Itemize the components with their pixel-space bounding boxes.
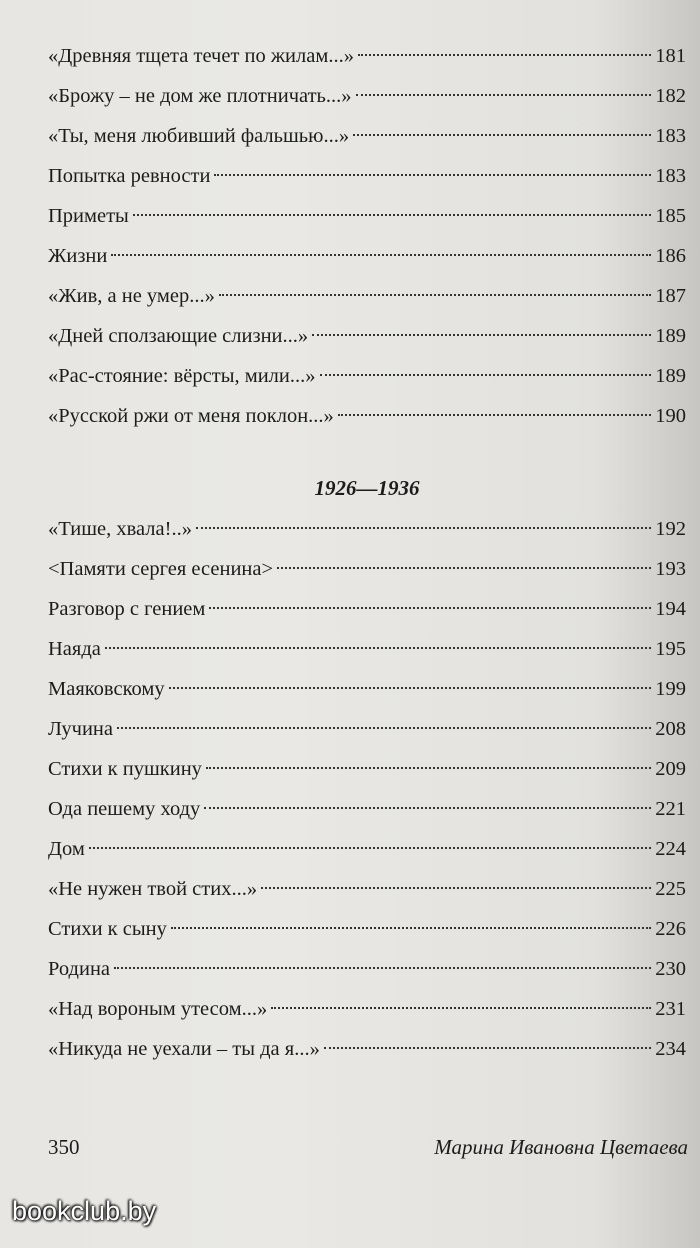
toc-entry: [48, 589, 686, 629]
toc-entry-page: 190: [655, 405, 686, 427]
toc-entry-title: «Жив, а не умер...»: [48, 285, 215, 307]
toc-entry: [48, 316, 686, 356]
toc-entry-page: 183: [655, 125, 686, 147]
toc-entry: [48, 909, 686, 949]
toc-entry: [48, 829, 686, 869]
dot-leader: [133, 214, 651, 216]
toc-entry-title: Дом: [48, 838, 85, 860]
toc-entry-title: «Брожу – не дом же плотничать...»: [48, 85, 352, 107]
toc-entry-page: 234: [655, 1038, 686, 1060]
toc-entry: [48, 116, 686, 156]
dot-leader: [209, 607, 651, 609]
toc-entry-title: Стихи к сыну: [48, 918, 167, 940]
dot-leader: [196, 527, 651, 529]
toc-entry-page: 187: [655, 285, 686, 307]
running-author: Марина Ивановна Цветаева: [434, 1135, 688, 1159]
toc-entry-title: Жизни: [48, 245, 108, 267]
toc-entry-title: «Никуда не уехали – ты да я...»: [48, 1038, 320, 1060]
toc-entry-page: 231: [655, 998, 686, 1020]
dot-leader: [111, 254, 651, 256]
table-of-contents: [48, 36, 686, 1069]
toc-entry: [48, 36, 686, 76]
dot-leader: [312, 334, 651, 336]
toc-entry-title: Наяда: [48, 638, 101, 660]
toc-entry-page: 208: [655, 718, 686, 740]
dot-leader: [353, 134, 651, 136]
toc-entry: [48, 396, 686, 436]
dot-leader: [277, 567, 651, 569]
toc-entry: [48, 709, 686, 749]
toc-entry: [48, 509, 686, 549]
watermark: bookclub.by: [12, 1196, 157, 1226]
toc-entry-page: 221: [655, 798, 686, 820]
toc-entry-page: 230: [655, 958, 686, 980]
toc-entry-title: Ода пешему ходу: [48, 798, 201, 820]
toc-entry: [48, 236, 686, 276]
toc-list-bottom: [48, 509, 686, 1069]
toc-entry: [48, 196, 686, 236]
toc-entry-title: «Дней сползающие слизни...»: [48, 325, 309, 347]
dot-leader: [171, 927, 651, 929]
dot-leader: [261, 887, 651, 889]
dot-leader: [338, 414, 651, 416]
toc-entry-page: 183: [655, 165, 686, 187]
toc-entry-title: «Древняя тщета течет по жилам...»: [48, 45, 354, 67]
toc-entry-page: 194: [655, 598, 686, 620]
toc-entry: [48, 549, 686, 589]
dot-leader: [114, 967, 651, 969]
toc-entry-title: Лучина: [48, 718, 113, 740]
dot-leader: [320, 374, 652, 376]
toc-entry-page: 199: [655, 678, 686, 700]
toc-entry-page: 181: [655, 45, 686, 67]
toc-list-top: [48, 36, 686, 436]
toc-entry-page: 225: [655, 878, 686, 900]
toc-entry-title: Стихи к пушкину: [48, 758, 202, 780]
dot-leader: [206, 767, 651, 769]
toc-entry: [48, 669, 686, 709]
dot-leader: [271, 1007, 651, 1009]
toc-entry: [48, 949, 686, 989]
dot-leader: [117, 727, 651, 729]
toc-entry: [48, 76, 686, 116]
dot-leader: [204, 807, 651, 809]
toc-entry-title: «Рас-стояние: вёрсты, мили...»: [48, 365, 316, 387]
toc-entry-page: 189: [655, 325, 686, 347]
dot-leader: [169, 687, 652, 689]
toc-entry-title: Маяковскому: [48, 678, 165, 700]
toc-entry-page: 226: [655, 918, 686, 940]
toc-entry-title: <Памяти сергея есенина>: [48, 558, 274, 580]
toc-entry-page: 209: [655, 758, 686, 780]
toc-entry: [48, 989, 686, 1029]
toc-entry: [48, 749, 686, 789]
dot-leader: [358, 54, 651, 56]
dot-leader: [219, 294, 651, 296]
toc-entry: [48, 356, 686, 396]
dot-leader: [324, 1047, 651, 1049]
toc-entry-page: 193: [655, 558, 686, 580]
toc-entry-page: 186: [655, 245, 686, 267]
toc-entry: [48, 276, 686, 316]
section-heading: 1926—1936: [314, 476, 420, 500]
page-number: 350: [48, 1135, 80, 1159]
toc-entry-title: Разговор с гением: [48, 598, 206, 620]
dot-leader: [89, 847, 651, 849]
toc-entry-page: 195: [655, 638, 686, 660]
toc-entry-page: 189: [655, 365, 686, 387]
page-footer: [48, 1135, 688, 1160]
toc-entry: [48, 1029, 686, 1069]
toc-entry-page: 185: [655, 205, 686, 227]
toc-entry-title: «Русской ржи от меня поклон...»: [48, 405, 334, 427]
toc-entry-title: Приметы: [48, 205, 129, 227]
toc-entry: [48, 869, 686, 909]
dot-leader: [214, 174, 651, 176]
toc-entry-title: «Ты, меня любивший фальшью...»: [48, 125, 350, 147]
toc-entry-page: 192: [655, 518, 686, 540]
toc-entry-title: «Над вороным утесом...»: [48, 998, 268, 1020]
toc-entry-title: Родина: [48, 958, 111, 980]
toc-entry-title: «Тише, хвала!..»: [48, 518, 192, 540]
dot-leader: [105, 647, 651, 649]
toc-entry: [48, 789, 686, 829]
dot-leader: [356, 94, 652, 96]
toc-entry-page: 182: [655, 85, 686, 107]
toc-entry: [48, 156, 686, 196]
toc-entry-title: Попытка ревности: [48, 165, 211, 187]
toc-entry-page: 224: [655, 838, 686, 860]
toc-entry-title: «Не нужен твой стих...»: [48, 878, 258, 900]
toc-entry: [48, 629, 686, 669]
